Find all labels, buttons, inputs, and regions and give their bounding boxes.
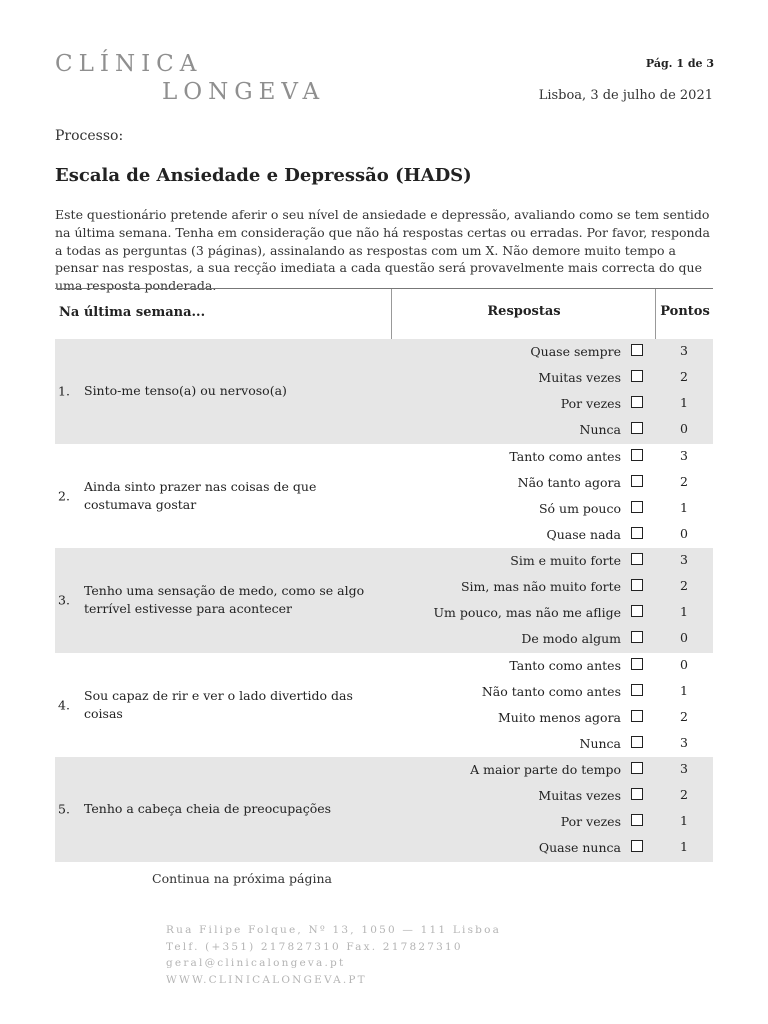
answer-option: [391, 757, 713, 783]
answer-label: Por vezes: [560, 814, 621, 830]
answer-option: [391, 783, 713, 809]
hads-table: [55, 288, 713, 862]
answer-points: 0: [680, 656, 688, 672]
answer-label: Quase nunca: [538, 840, 621, 856]
answer-points: 1: [680, 499, 688, 515]
footer-phone: Telf. (+351) 217827310 Fax. 217827310: [166, 940, 463, 953]
answer-points: 0: [680, 421, 688, 437]
answer-checkbox[interactable]: [631, 475, 643, 487]
document-date: Lisboa, 3 de julho de 2021: [538, 88, 713, 103]
question-number: 3.: [58, 592, 70, 608]
answer-points: 1: [680, 813, 688, 829]
intro-paragraph: Este questionário pretende aferir o seu nível de ansiedade e depressão, avaliando como se tem sentido na última semana. Tenha em consideração que não há respostas certas ou erradas. Por favor, responda a todas as perguntas (3 páginas), assinalando as respostas com um X. Não demore muito tempo a pensar nas respostas, a sua recção imediata a cada questão será provavelmente mais correcta do que uma resposta ponderada.: [55, 207, 710, 294]
answer-option: [391, 835, 713, 861]
answer-checkbox[interactable]: [631, 658, 643, 670]
answer-points: 0: [680, 630, 688, 646]
answer-checkbox[interactable]: [631, 527, 643, 539]
answer-checkbox[interactable]: [631, 788, 643, 800]
answer-checkbox[interactable]: [631, 501, 643, 513]
question-text: Sinto-me tenso(a) ou nervoso(a): [84, 383, 287, 399]
answer-label: Tanto como antes: [509, 657, 621, 673]
answer-checkbox[interactable]: [631, 736, 643, 748]
answer-option: [391, 339, 713, 365]
answer-option: [391, 809, 713, 835]
question-number: 2.: [58, 488, 70, 504]
question-text: Tenho uma sensação de medo, como se algo terrível estivesse para acontecer: [84, 583, 365, 617]
answer-points: 2: [680, 578, 688, 594]
answer-label: Quase nada: [546, 526, 621, 542]
answer-checkbox[interactable]: [631, 605, 643, 617]
question-text: Ainda sinto prazer nas coisas de que costumava gostar: [84, 478, 317, 512]
answer-points: 1: [680, 682, 688, 698]
answer-label: A maior parte do tempo: [470, 762, 621, 777]
answer-points: 2: [680, 787, 688, 803]
footer-website: WWW.CLINICALONGEVA.PT: [166, 973, 367, 986]
answer-checkbox[interactable]: [631, 631, 643, 643]
table-row: [55, 548, 713, 653]
question-number: 1.: [58, 383, 70, 399]
footer-address: Rua Filipe Folque, Nº 13, 1050 — 111 Lisboa: [166, 924, 502, 936]
answer-points: 0: [680, 525, 688, 541]
logo-line-1: CLÍNICA: [55, 51, 203, 77]
answer-option: [391, 444, 713, 470]
answer-points: 3: [680, 552, 688, 567]
answer-option: [391, 679, 713, 705]
answer-option: [391, 653, 713, 679]
answer-group: [391, 339, 713, 444]
table-row: [55, 339, 713, 444]
answer-points: 3: [680, 761, 688, 776]
answer-checkbox[interactable]: [631, 840, 643, 852]
answer-label: Sim e muito forte: [510, 553, 621, 568]
table-row: [55, 653, 713, 758]
answer-option: [391, 600, 713, 626]
answer-option: [391, 417, 713, 443]
question-text: Sou capaz de rir e ver o lado divertido das coisas: [84, 687, 353, 721]
question-number: 4.: [58, 697, 70, 713]
answer-label: Muito menos agora: [498, 709, 621, 725]
answer-label: Nunca: [579, 422, 621, 438]
page-number: Pág. 1 de 3: [645, 57, 714, 70]
table-header: [55, 288, 713, 339]
answer-option: [391, 705, 713, 731]
logo-line-2: LONGEVA: [162, 79, 326, 105]
answer-label: Só um pouco: [538, 500, 621, 516]
answer-label: Quase sempre: [530, 344, 621, 359]
answer-checkbox[interactable]: [631, 579, 643, 591]
answer-group: [391, 444, 713, 549]
answer-checkbox[interactable]: [631, 396, 643, 408]
answer-checkbox[interactable]: [631, 814, 643, 826]
continue-note: Continua na próxima página: [152, 871, 332, 886]
answer-label: Um pouco, mas não me aflige: [433, 605, 621, 621]
answer-option: [391, 365, 713, 391]
answer-label: Muitas vezes: [538, 370, 621, 386]
answer-option: [391, 470, 713, 496]
answer-checkbox[interactable]: [631, 553, 643, 565]
answer-points: 3: [680, 447, 688, 463]
table-row: [55, 757, 713, 862]
answer-group: [391, 757, 713, 862]
answer-label: Nunca: [579, 735, 621, 751]
footer: [166, 922, 501, 988]
header-points: Pontos: [655, 289, 714, 339]
answer-option: [391, 391, 713, 417]
answer-option: [391, 731, 713, 757]
clinic-logo: [55, 50, 325, 106]
answer-points: 3: [680, 734, 688, 750]
answer-label: De modo algum: [521, 631, 621, 647]
answer-points: 2: [680, 473, 688, 489]
answer-label: Muitas vezes: [538, 788, 621, 804]
answer-points: 1: [680, 839, 688, 855]
answer-checkbox[interactable]: [631, 710, 643, 722]
answer-group: [391, 653, 713, 758]
answer-points: 1: [680, 604, 688, 620]
answer-option: [391, 548, 713, 574]
answer-option: [391, 522, 713, 548]
answer-checkbox[interactable]: [631, 370, 643, 382]
header-question: Na última semana...: [59, 305, 206, 320]
answer-label: Por vezes: [560, 396, 621, 412]
answer-checkbox[interactable]: [631, 449, 643, 461]
question-text: Tenho a cabeça cheia de preocupações: [84, 801, 332, 817]
page-title: Escala de Ansiedade e Depressão (HADS): [55, 165, 472, 186]
answer-points: 1: [680, 395, 688, 411]
answer-option: [391, 496, 713, 522]
processo-label: Processo:: [55, 128, 124, 144]
question-number: 5.: [58, 801, 70, 817]
answer-option: [391, 626, 713, 652]
answer-points: 2: [680, 708, 688, 724]
table-row: [55, 444, 713, 549]
footer-email: geral@clinicalongeva.pt: [166, 957, 346, 969]
answer-points: 2: [680, 369, 688, 385]
answer-label: Não tanto agora: [517, 474, 621, 490]
header-answers: Respostas: [391, 289, 656, 339]
table-body: [55, 339, 713, 862]
answer-checkbox[interactable]: [631, 422, 643, 434]
answer-option: [391, 574, 713, 600]
answer-label: Sim, mas não muito forte: [460, 579, 621, 595]
answer-points: 3: [680, 343, 688, 358]
answer-label: Não tanto como antes: [481, 683, 621, 699]
answer-checkbox[interactable]: [631, 762, 643, 774]
answer-group: [391, 548, 713, 653]
answer-checkbox[interactable]: [631, 684, 643, 696]
answer-checkbox[interactable]: [631, 344, 643, 356]
answer-label: Tanto como antes: [509, 448, 621, 464]
